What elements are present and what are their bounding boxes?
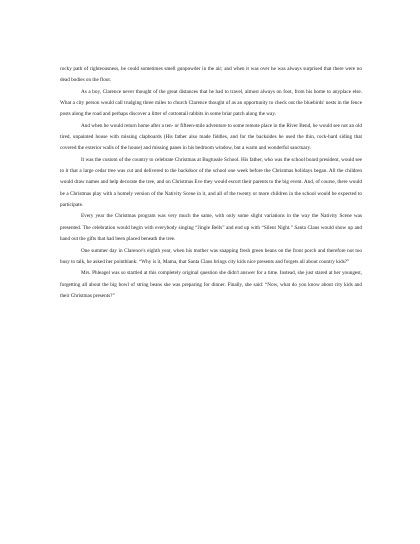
body-text	[60, 64, 362, 302]
paragraph: Every year the Christmas program was very much the same, with only some slight variations in the way the Nativity Scene was presented. The celebration would begin with everybody singing “Jingle Bells” and end up with “Silent Night.” Santa Claus would show up and hand out the gifts that had been placed beneath the tree.	[60, 213, 362, 243]
paragraph: Mrs. Phleagel was so startled at this completely original question she didn't answer for a time. Instead, she just stared at her youngest, forgetting all about the big bowl of string beans she was preparing for dinner. Finally, she said: “Now, what do you know about city kids and their Christmas presents?”	[60, 270, 362, 299]
paragraph: rocky path of righteousness, he could sometimes smell gunpowder in the air; and when it was over he was always surprised that there were no dead bodies on the floor.	[60, 66, 362, 84]
paragraph: As a boy, Clarence never thought of the great distances that he had to travel, almost always on foot, from his home to anyplace else. What a city person would call trudging three miles to church Clarence thought of as an opportunity to check out the bluebirds' nests in the fence posts along the road and perhaps discover a litter of cottontail rabbits in some briar patch along the way.	[60, 88, 362, 118]
paragraph: One summer day in Clarence's eighth year, when his mother was snapping fresh green beans on the front porch and therefore not too busy to talk, he asked her pointblank: “Why is it, Mama, that Santa Claus brings city kids nice presents and forgets all about country kids?”	[60, 247, 362, 265]
paragraph: And when he would return home after a ten- or fifteen-mile adventure to some remote place in the River Bend, he would see not an old tired, unpainted house with missing clapboards (His father also made fiddles, and for the backsides he used the thin, rock-hard siding that covered the exterior walls of the house) and missing panes in his bedroom window, but a warm and wonderful sanctuary.	[60, 122, 362, 152]
paragraph: It was the custom of the country to celebrate Christmas at Bugtussle School. His father, who was the school board president, would see to it that a large cedar tree was cut and delivered to the backdoor of the school one week before the Christmas holidays began. All the children would draw names and help decorate the tree, and on Christmas Eve they would escort their parents to the big event. And, of course, there would be a Christmas play with a homely version of the Nativity Scene in it, and all of the twenty or more children in the school would be expected to participate.	[60, 156, 362, 209]
